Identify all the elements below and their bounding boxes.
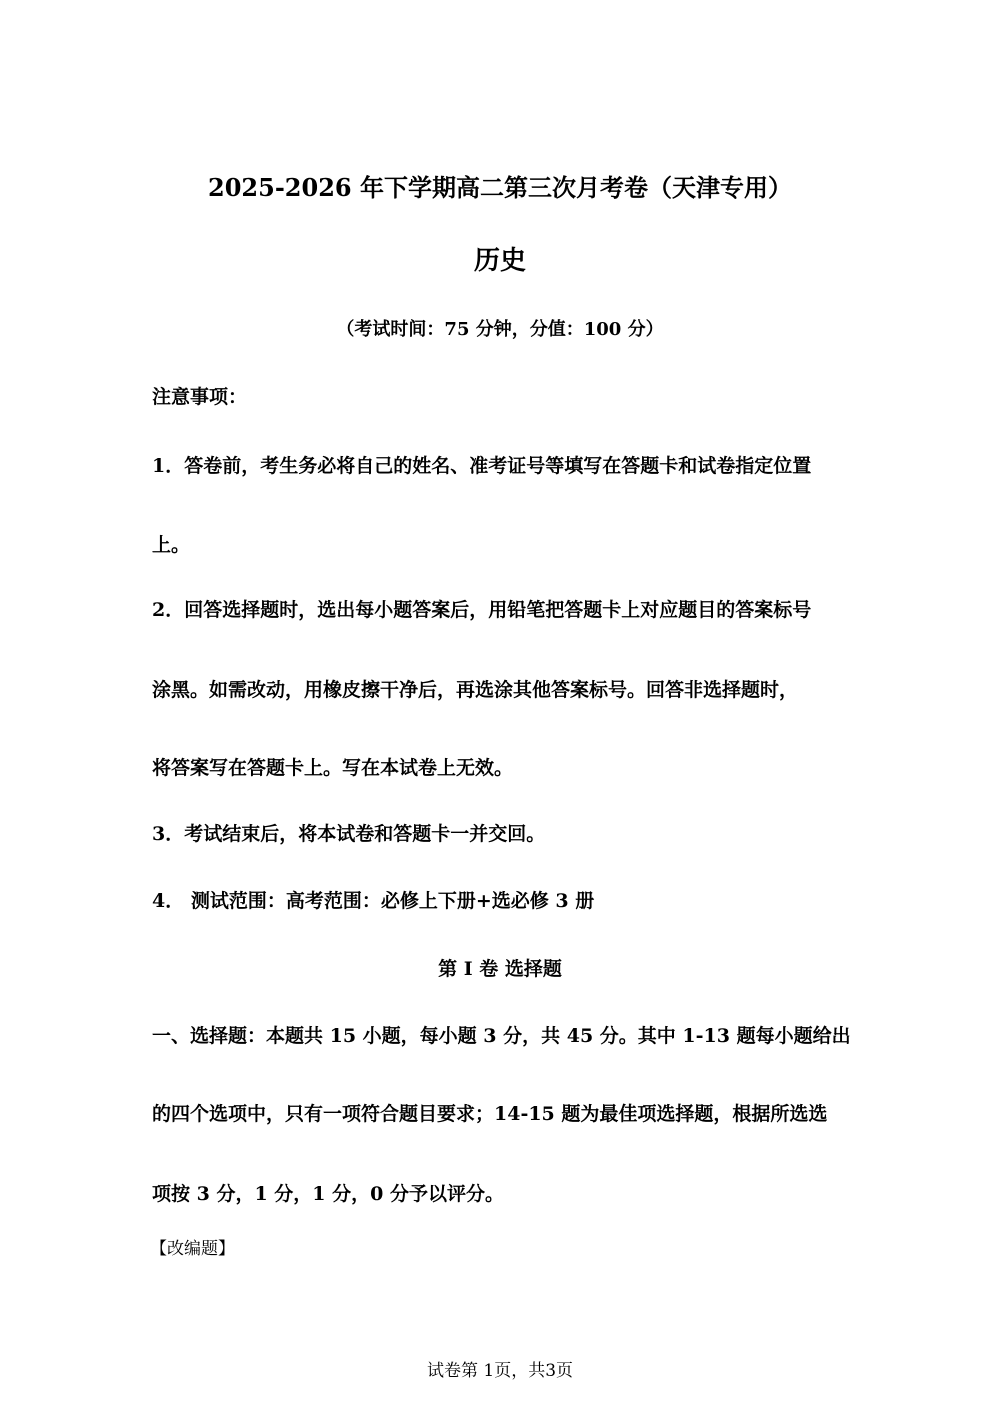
notice-item-1-line-2: 上。 bbox=[152, 534, 191, 556]
section-title: 第 Ⅰ 卷 选择题 bbox=[438, 958, 562, 980]
notice-item-4: 4． 测试范围：高考范围：必修上下册+选必修 3 册 bbox=[152, 890, 595, 912]
exam-title: 2025-2026 年下学期高二第三次月考卷（天津专用） bbox=[208, 173, 792, 202]
page-footer: 试卷第 1页，共3页 bbox=[426, 1361, 574, 1381]
notice-item-2-line-2: 涂黑。如需改动，用橡皮擦干净后，再选涂其他答案标号。回答非选择题时， bbox=[152, 679, 799, 701]
section-instruction-line-1: 一、选择题：本题共 15 小题，每小题 3 分，共 45 分。其中 1-13 题每小题给出 bbox=[152, 1025, 851, 1047]
section-instruction-line-3: 项按 3 分，1 分，1 分，0 分予以评分。 bbox=[152, 1183, 504, 1205]
notice-item-1-line-1: 1．答卷前，考生务必将自己的姓名、准考证号等填写在答题卡和试卷指定位置 bbox=[152, 455, 812, 477]
notice-heading: 注意事项： bbox=[152, 386, 248, 408]
section-instruction-line-2: 的四个选项中，只有一项符合题目要求；14-15 题为最佳项选择题，根据所选选 bbox=[152, 1103, 828, 1125]
notice-item-3: 3．考试结束后，将本试卷和答题卡一并交回。 bbox=[152, 823, 546, 845]
notice-item-2-line-1: 2．回答选择题时，选出每小题答案后，用铅笔把答题卡上对应题目的答案标号 bbox=[152, 599, 812, 621]
exam-info: （考试时间：75 分钟，分值：100 分） bbox=[336, 319, 664, 340]
notice-item-2-line-3: 将答案写在答题卡上。写在本试卷上无效。 bbox=[152, 757, 514, 779]
question-tag: 【改编题】 bbox=[150, 1239, 235, 1259]
subject-title: 历史 bbox=[473, 246, 526, 276]
